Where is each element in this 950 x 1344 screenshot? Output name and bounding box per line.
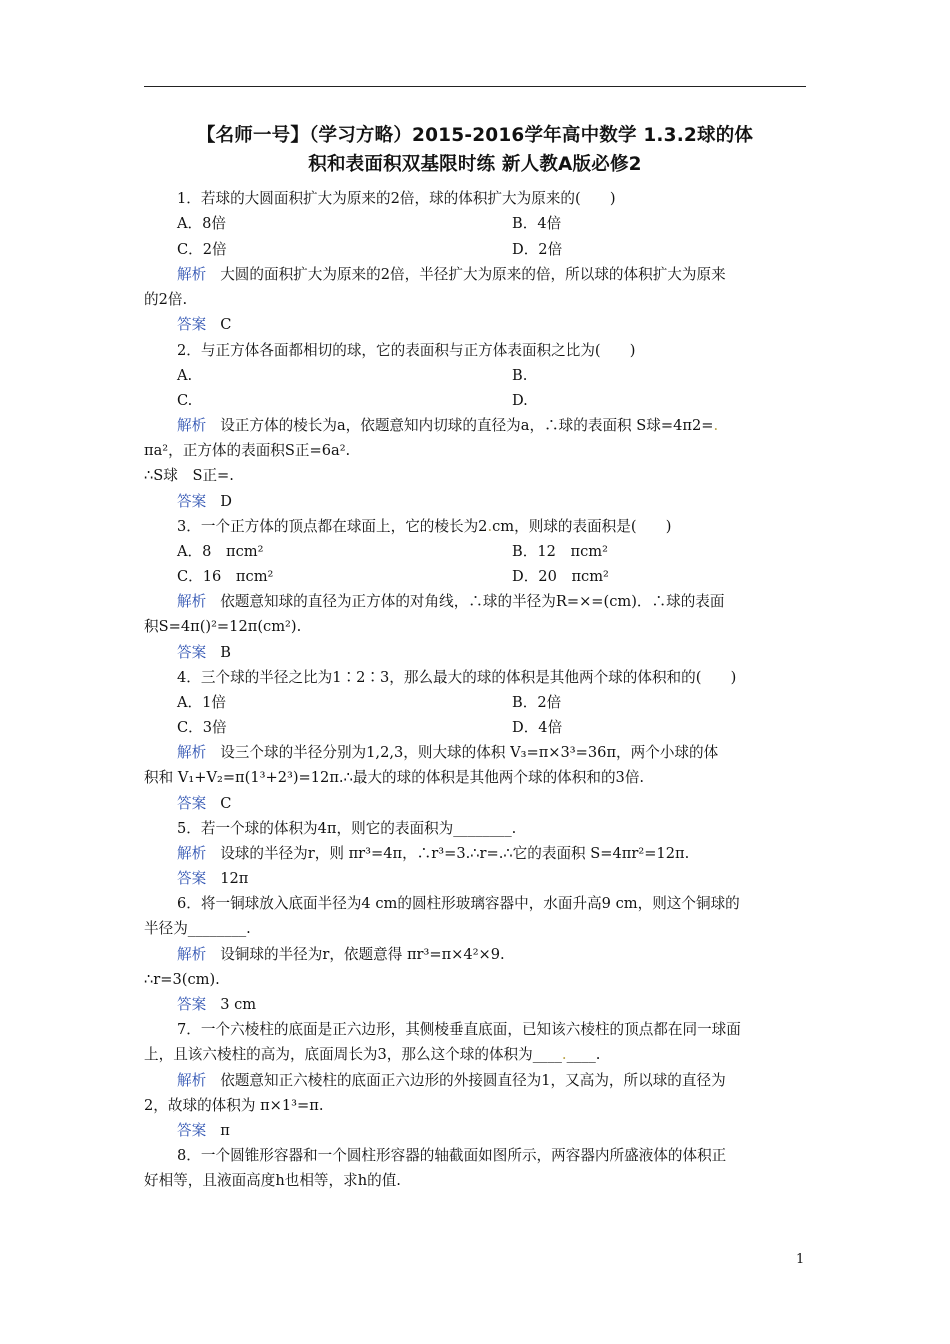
q1-option-a: A．8倍 bbox=[177, 215, 227, 232]
q3-analysis-line-1 bbox=[177, 592, 725, 612]
q4-option-b: B．2倍 bbox=[512, 694, 562, 711]
q3-stem-text-a: 3．一个正方体的顶点都在球面上，它的棱长为2 bbox=[177, 518, 488, 535]
q2-option-c: C. bbox=[177, 392, 193, 409]
q2-option-d: D. bbox=[512, 392, 528, 409]
q1-option-d: D．2倍 bbox=[512, 241, 563, 258]
q5-answer bbox=[177, 869, 248, 889]
q4-answer-value: C bbox=[220, 795, 232, 812]
q2-analysis-line-1 bbox=[177, 416, 718, 436]
analysis-label: 解析 bbox=[177, 946, 207, 963]
q6-answer bbox=[177, 995, 256, 1015]
q4-option-c: C．3倍 bbox=[177, 719, 227, 736]
answer-label: 答案 bbox=[177, 316, 207, 333]
q1-option-c: C．2倍 bbox=[177, 241, 227, 258]
q3-answer-value: B bbox=[220, 644, 231, 661]
q4-analysis-line-2: 积和 V₁+V₂=π(1³+2³)=12π.∴最大的球的体积是其他两个球的体积和的3倍. bbox=[144, 769, 645, 786]
q4-option-a: A．1倍 bbox=[177, 694, 227, 711]
q4-analysis-line-1 bbox=[177, 743, 718, 763]
analysis-label: 解析 bbox=[177, 417, 207, 434]
analysis-label: 解析 bbox=[177, 744, 207, 761]
document-title-line-2: 积和表面积双基限时练 新人教A版必修2 bbox=[308, 154, 642, 175]
answer-label: 答案 bbox=[177, 870, 207, 887]
q7-stem-text-a: 上，且该六棱柱的高为，底面周长为3，那么这个球的体积为____ bbox=[144, 1046, 562, 1063]
q3-answer bbox=[177, 643, 231, 663]
q7-analysis-text: 依题意知正六棱柱的底面正六边形的外接圆直径为1，又高为，所以球的直径为 bbox=[220, 1072, 726, 1089]
q3-option-c: C．16 πcm² bbox=[177, 568, 274, 585]
q1-answer bbox=[177, 315, 231, 335]
q1-answer-value: C bbox=[220, 316, 232, 333]
q4-stem: 4．三个球的半径之比为1∶2∶3，那么最大的球的体积是其他两个球的体积和的( ) bbox=[177, 669, 737, 686]
answer-label: 答案 bbox=[177, 1122, 207, 1139]
q1-stem: 1．若球的大圆面积扩大为原来的2倍，球的体积扩大为原来的( ) bbox=[177, 190, 616, 207]
q6-analysis-line-1 bbox=[177, 945, 505, 965]
q7-answer-value: π bbox=[220, 1122, 230, 1139]
q1-analysis-text: 大圆的面积扩大为原来的2倍，半径扩大为原来的倍，所以球的体积扩大为原来 bbox=[220, 266, 726, 283]
q7-analysis-line-1 bbox=[177, 1071, 726, 1091]
q2-option-a: A. bbox=[177, 367, 193, 384]
analysis-label: 解析 bbox=[177, 845, 207, 862]
q4-option-d: D．4倍 bbox=[512, 719, 563, 736]
q5-analysis-text: 设球的半径为r，则 πr³=4π，∴r³=3.∴r=.∴它的表面积 S=4πr²=12π. bbox=[220, 845, 690, 862]
q2-analysis-text: 设正方体的棱长为a，依题意知内切球的直径为a，∴球的表面积 S球=4π2= bbox=[220, 417, 714, 434]
q3-stem bbox=[177, 517, 671, 537]
q3-analysis-text: 依题意知球的直径为正方体的对角线，∴球的半径为R=×=(cm)．∴球的表面 bbox=[220, 593, 725, 610]
q2-answer bbox=[177, 492, 232, 512]
analysis-label: 解析 bbox=[177, 1072, 207, 1089]
q5-stem: 5．若一个球的体积为4π，则它的表面积为________. bbox=[177, 820, 517, 837]
q2-answer-value: D bbox=[220, 493, 232, 510]
analysis-label: 解析 bbox=[177, 266, 207, 283]
q7-answer bbox=[177, 1121, 230, 1141]
q2-analysis-line-3: ∴S球 S正=. bbox=[144, 467, 234, 484]
q6-stem-line-1: 6．将一铜球放入底面半径为4 cm的圆柱形玻璃容器中，水面升高9 cm，则这个铜球的 bbox=[177, 895, 740, 912]
q7-stem-text-b: ____. bbox=[566, 1046, 601, 1063]
q3-option-a: A．8 πcm² bbox=[177, 543, 264, 560]
q2-option-b: B. bbox=[512, 367, 528, 384]
q6-stem-line-2: 半径为________. bbox=[144, 920, 251, 937]
q3-stem-mark: . bbox=[487, 518, 493, 535]
q6-analysis-text: 设铜球的半径为r，依题意得 πr³=π×4²×9. bbox=[220, 946, 505, 963]
q8-stem-line-2: 好相等，且液面高度h也相等，求h的值. bbox=[144, 1172, 401, 1189]
analysis-label: 解析 bbox=[177, 593, 207, 610]
q7-stem-mark: . bbox=[561, 1046, 567, 1063]
q2-stem: 2．与正方体各面都相切的球，它的表面积与正方体表面积之比为( ) bbox=[177, 342, 636, 359]
q1-option-b: B．4倍 bbox=[512, 215, 562, 232]
q7-stem-line-1: 7．一个六棱柱的底面是正六边形，其侧棱垂直底面，已知该六棱柱的顶点都在同一球面 bbox=[177, 1021, 741, 1038]
q7-stem-line-2 bbox=[144, 1045, 600, 1065]
q4-analysis-text: 设三个球的半径分别为1,2,3，则大球的体积 V₃=π×3³=36π，两个小球的体 bbox=[220, 744, 719, 761]
document-title-line-1: 【名师一号】（学习方略）2015-2016学年高中数学 1.3.2球的体 bbox=[196, 125, 754, 146]
q6-answer-value: 3 cm bbox=[220, 996, 257, 1013]
q7-analysis-line-2: 2，故球的体积为 π×1³=π. bbox=[144, 1097, 324, 1114]
header-rule bbox=[144, 86, 806, 87]
q5-analysis-line-1 bbox=[177, 844, 689, 864]
answer-label: 答案 bbox=[177, 795, 207, 812]
q3-stem-text-b: cm，则球的表面积是( ) bbox=[492, 518, 672, 535]
q1-analysis-line-1 bbox=[177, 265, 726, 285]
q5-answer-value: 12π bbox=[220, 870, 249, 887]
q6-analysis-line-2: ∴r=3(cm). bbox=[144, 971, 220, 988]
q2-analysis-line-2: πa²，正方体的表面积S正=6a². bbox=[144, 442, 351, 459]
q8-stem-line-1: 8．一个圆锥形容器和一个圆柱形容器的轴截面如图所示，两容器内所盛液体的体积正 bbox=[177, 1147, 727, 1164]
q3-analysis-line-2: 积S=4π()²=12π(cm²). bbox=[144, 618, 302, 635]
answer-label: 答案 bbox=[177, 996, 207, 1013]
q3-option-d: D．20 πcm² bbox=[512, 568, 609, 585]
q2-analysis-mark: . bbox=[713, 417, 719, 434]
answer-label: 答案 bbox=[177, 644, 207, 661]
q4-answer bbox=[177, 794, 231, 814]
page-number: 1 bbox=[796, 1252, 805, 1267]
answer-label: 答案 bbox=[177, 493, 207, 510]
q3-option-b: B．12 πcm² bbox=[512, 543, 608, 560]
q1-analysis-line-2: 的2倍. bbox=[144, 291, 188, 308]
